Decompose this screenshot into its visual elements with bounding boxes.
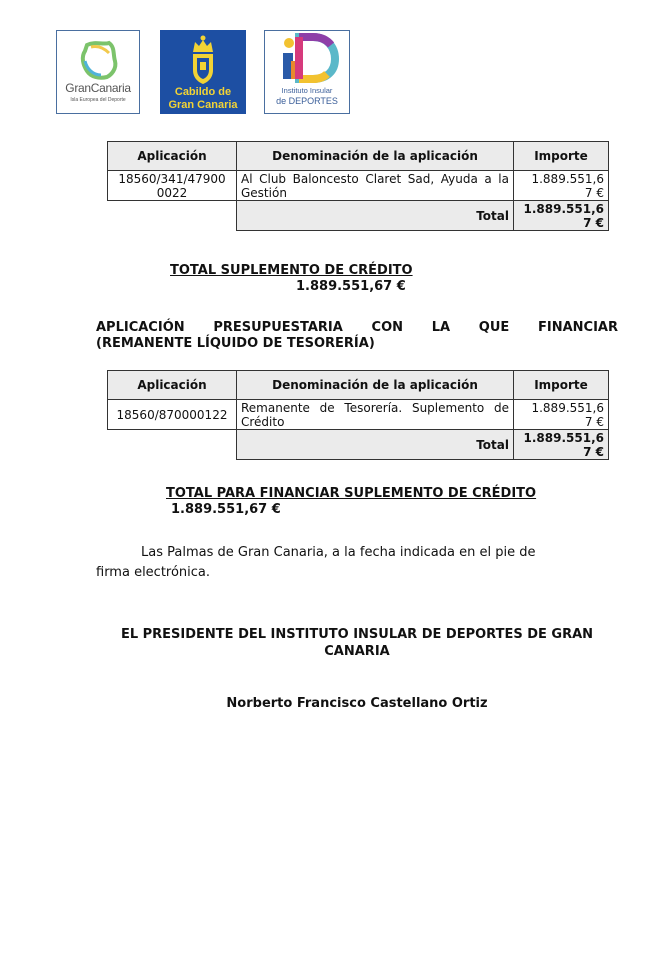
instituto-logo-line1: Instituto Insular [281,86,333,95]
heading-word: QUE [478,320,510,335]
header-aplicacion: Aplicación [108,371,237,400]
table-row [108,171,609,201]
closing-line1: Las Palmas de Gran Canaria, a la fecha indicada en el pie de [141,545,536,560]
table-header-row [108,142,609,171]
header-aplicacion: Aplicación [108,142,237,171]
cell-aplicacion: 18560/870000122 [108,400,237,430]
total-value-cell [514,201,609,231]
table-header-row [108,371,609,400]
instituto-deportes-logo [264,30,350,114]
cabildo-logo-line2: Gran Canaria [168,99,238,111]
empty-cell [108,430,237,460]
gran-canaria-logo-tagline: Isla Europea del Deporte [70,97,126,103]
cell-denominacion: Al Club Baloncesto Claret Sad, Ayuda a la Gestión [237,171,514,201]
financiar-heading-line1 [96,320,618,335]
total-value-cell [514,430,609,460]
total-financiar-value: 1.889.551,67 € [171,502,281,517]
cell-importe [514,171,609,201]
total-suplemento-section [170,263,413,278]
instituto-logo-line2: de DEPORTES [276,96,338,106]
total-suplemento-value: 1.889.551,67 € [296,279,406,294]
heading-word: PRESUPUESTARIA [213,320,343,335]
cabildo-logo-line1: Cabildo de [174,86,232,98]
header-importe: Importe [514,371,609,400]
total-suplemento-label: TOTAL SUPLEMENTO DE CRÉDITO [170,263,413,278]
empty-cell [108,201,237,231]
cell-denominacion: Remanente de Tesorería. Suplemento de Crédito [237,400,514,430]
cell-aplicacion [108,171,237,201]
heading-word: LA [431,320,451,335]
cabildo-logo [160,30,246,114]
header-denominacion: Denominación de la aplicación [237,142,514,171]
gran-canaria-logo-text: GranCanaria [65,81,131,95]
signature-title-line2: CANARIA [324,644,390,659]
financiacion-table [107,370,609,460]
importe-value: 1.889.551,67 € [531,400,604,429]
total-value: 1.889.551,67 € [523,201,604,230]
signature-title [96,627,618,659]
signatory-name: Norberto Francisco Castellano Ortiz [226,696,488,711]
financiar-heading-line2: (REMANENTE LÍQUIDO DE TESORERÍA) [96,336,375,351]
total-financiar-label: TOTAL PARA FINANCIAR SUPLEMENTO DE CRÉDITO [166,486,537,501]
table-row [108,400,609,430]
gran-canaria-logo [56,30,140,114]
total-label: Total [237,201,514,231]
suplemento-table [107,141,609,231]
cell-importe [514,400,609,430]
heading-word: CON [371,320,404,335]
signature-title-line1: EL PRESIDENTE DEL INSTITUTO INSULAR DE DEPORTES DE GRAN [120,627,594,642]
table-total-row [108,201,609,231]
heading-word: FINANCIAR [537,320,618,335]
heading-word: APLICACIÓN [96,320,185,335]
header-importe: Importe [514,142,609,171]
header-denominacion: Denominación de la aplicación [237,371,514,400]
importe-value: 1.889.551,67 € [531,171,604,200]
aplicacion-code: 18560/341/479000022 [118,171,226,200]
table-total-row [108,430,609,460]
closing-line2: firma electrónica. [96,565,211,580]
total-label: Total [237,430,514,460]
total-value: 1.889.551,67 € [523,430,604,459]
